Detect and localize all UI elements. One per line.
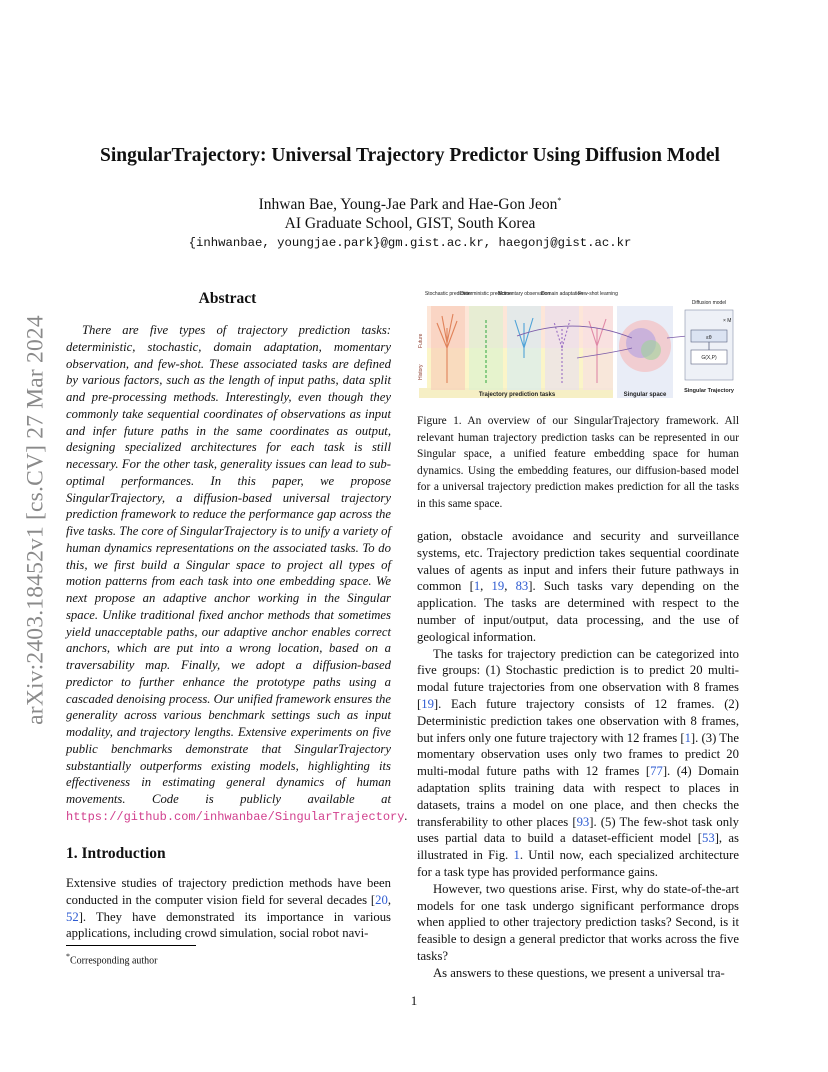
author-list	[60, 196, 760, 214]
intro-text: ,	[387, 892, 391, 907]
label-domain: Domain adaptation	[541, 291, 583, 297]
affiliation: AI Graduate School, GIST, South Korea	[284, 215, 536, 232]
authors-text: Inhwan Bae, Young-Jae Park and Hae-Gon Jeon	[258, 196, 558, 214]
author-emails: {inhwanbae, youngjae.park}@gm.gist.ac.kr, haegonj@gist.ac.kr	[188, 236, 632, 250]
arxiv-stamp	[18, 285, 54, 755]
label-generator: G(X,P)	[701, 355, 717, 361]
label-momentary: Momentary observation	[497, 291, 551, 297]
footnote-rule	[66, 945, 196, 946]
body-text: ]. Each future trajectory consists of 12 frames. (2) Deterministic prediction takes one observation with 8 frames, but infers only one future trajectory with 12 frames [	[417, 696, 739, 745]
footnote	[66, 952, 158, 966]
intro-text: Extensive studies of trajectory prediction methods have been conducted in the computer vision field for several decades [	[66, 876, 391, 907]
body-text: The tasks for trajectory prediction can be categorized into five groups: (1) Stochastic prediction is to predict 20 multi-modal future trajectories from one observation with 8 frames [	[417, 646, 739, 711]
figure-illustration	[417, 288, 735, 408]
figure-caption: Figure 1. An overview of our SingularTrajectory framework. All relevant human trajectory prediction tasks can be represented in our Singular space, a unified feature embedding space for human dynamics. Using the embedding features, our diffusion-based model for a universal trajectory prediction makes prediction for all the tasks in this same space.	[417, 415, 739, 510]
citation-link[interactable]: 19	[421, 696, 434, 711]
label-times-m: × M	[723, 318, 732, 324]
citation-link[interactable]: 83	[515, 579, 529, 594]
citation-link[interactable]: 77	[650, 764, 663, 779]
citation-link[interactable]: 93	[576, 814, 590, 829]
right-column-text	[417, 528, 739, 982]
intro-text: ]. They have demonstrated its importance in various applications, including crowd simulation, social robot navi-	[66, 909, 391, 941]
intro-heading: 1. Introduction	[66, 845, 166, 862]
embedding-cluster	[641, 340, 661, 360]
footnote-mark: *	[66, 952, 70, 961]
label-tasks: Trajectory prediction tasks	[478, 392, 556, 398]
author-footnote-mark: *	[557, 196, 562, 205]
label-history: History	[418, 364, 424, 380]
citation-link[interactable]: 52	[66, 909, 79, 924]
page-number: 1	[410, 993, 418, 1008]
arxiv-stamp-text: arXiv:2403.18452v1 [cs.CV] 27 Mar 2024	[22, 315, 49, 725]
paragraph: However, two questions arise. First, why do state-of-the-art models for one task undergo significant performance drops when applied to other trajectory prediction tasks? Second, is it feasible to design a general predictor that works across the five tasks?	[417, 881, 739, 963]
paragraph: As answers to these questions, we present a universal tra-	[433, 965, 725, 980]
citation-link[interactable]: 19	[491, 579, 505, 594]
abstract-end: .	[404, 808, 408, 823]
figure-ref-link[interactable]: 1	[513, 848, 520, 863]
body-text: ], as illustrated in Fig.	[417, 831, 739, 863]
abstract-heading: Abstract	[198, 290, 257, 307]
label-deterministic: Deterministic prediction	[460, 291, 512, 297]
code-link[interactable]: https://github.com/inhwanbae/SingularTrajectory	[66, 809, 405, 824]
abstract-text: There are five types of trajectory prediction tasks: deterministic, stochastic, domain adaptation, momentary observation, and few-shot. These associated tasks are defined by various factors, such as the length of input paths, data split and pre-processing methods. Interestingly, even though they commonly take sequential coordinates of observations as input and infer future paths in the same coordinates as output, designing specialized architectures for each task is still necessary. For the other task, generality issues can lead to sub-optimal performances. In this paper, we propose SingularTrajectory, a diffusion-based universal trajectory prediction framework to reduce the performance gap across the five tasks. The core of SingularTrajectory is to unify a variety of human dynamics representations on the associated tasks. To do this, we first build a Singular space to project all types of motion patterns from each task into one embedding space. We next propose an adaptive anchor working in the Singular space. Unlike traditional fixed anchor methods that sometimes yield unacceptable paths, our adaptive anchor enables correct anchors, which are put into a wrong location, based on a traversability map. Finally, we adopt a diffusion-based predictor to further enhance the prototype paths using a cascaded denoising process. Our unified framework ensures the generality across various benchmark settings such as input modality, and trajectory lengths. Extensive experiments on five public benchmarks demonstrate that SingularTrajectory substantially outperforms existing models, highlighting its effectiveness in estimating general dynamics of human movements. Code is publicly available at	[66, 323, 391, 806]
citation-link[interactable]: 20	[375, 892, 388, 907]
paragraph	[417, 646, 739, 881]
body-text: ]. (4) Domain adaptation splits training data with respect to places in datasets, trains a model on one place, and then checks the transferability to other places [	[417, 764, 739, 829]
body-text: ]. Such tasks vary depending on the application. The tasks are determined with respect to the number of input/output, data processing, and the use of geological information.	[417, 579, 740, 644]
intro-paragraph	[66, 875, 391, 942]
paper-title: SingularTrajectory: Universal Trajectory Predictor Using Diffusion Model	[100, 145, 720, 166]
label-future: Future	[418, 333, 424, 348]
label-diffusion: Diffusion model	[691, 300, 727, 306]
label-fewshot: Few-shot learning	[578, 291, 618, 297]
figure-1	[417, 288, 735, 408]
label-stochastic: Stochastic prediction	[424, 291, 472, 297]
label-singulartrajectory: Singular Trajectory	[684, 388, 734, 394]
citation-link[interactable]: 1	[684, 730, 691, 745]
abstract-body	[66, 322, 408, 826]
citation-link[interactable]: 53	[702, 831, 715, 846]
stochastic-column	[431, 306, 465, 390]
fewshot-column	[583, 306, 613, 390]
body-text: gation, obstacle avoidance and security and surveillance systems, etc. Trajectory prediction takes sequential coordinate values of agents as input and infers their future pathways in common [	[417, 529, 739, 594]
label-singular-space: Singular space	[623, 392, 667, 398]
body-text: . Until now, each specialized architecture for a task type has provided performance gains.	[417, 848, 739, 879]
body-text: ]. (3) The momentary observation uses only two frames to predict 20 multi-modal future paths with 12 frames [	[417, 730, 739, 779]
label-denoiser: εθ	[706, 335, 712, 341]
body-text: ]. (5) The few-shot task only uses partial data to build a dataset-efficient model [	[417, 814, 739, 846]
paragraph: gation, obstacle avoidance and security and surveillance systems, etc. Trajectory prediction takes sequential coordinate values of agents as input and infers their future pathways in common [1, 19, 83]. Such tasks vary depending on the application. The tasks are determined with respect to the number of input/output, data processing, and the use of geological information.	[417, 529, 740, 644]
citation-link[interactable]: 1	[473, 579, 481, 594]
footnote-text: Corresponding author	[70, 955, 158, 967]
